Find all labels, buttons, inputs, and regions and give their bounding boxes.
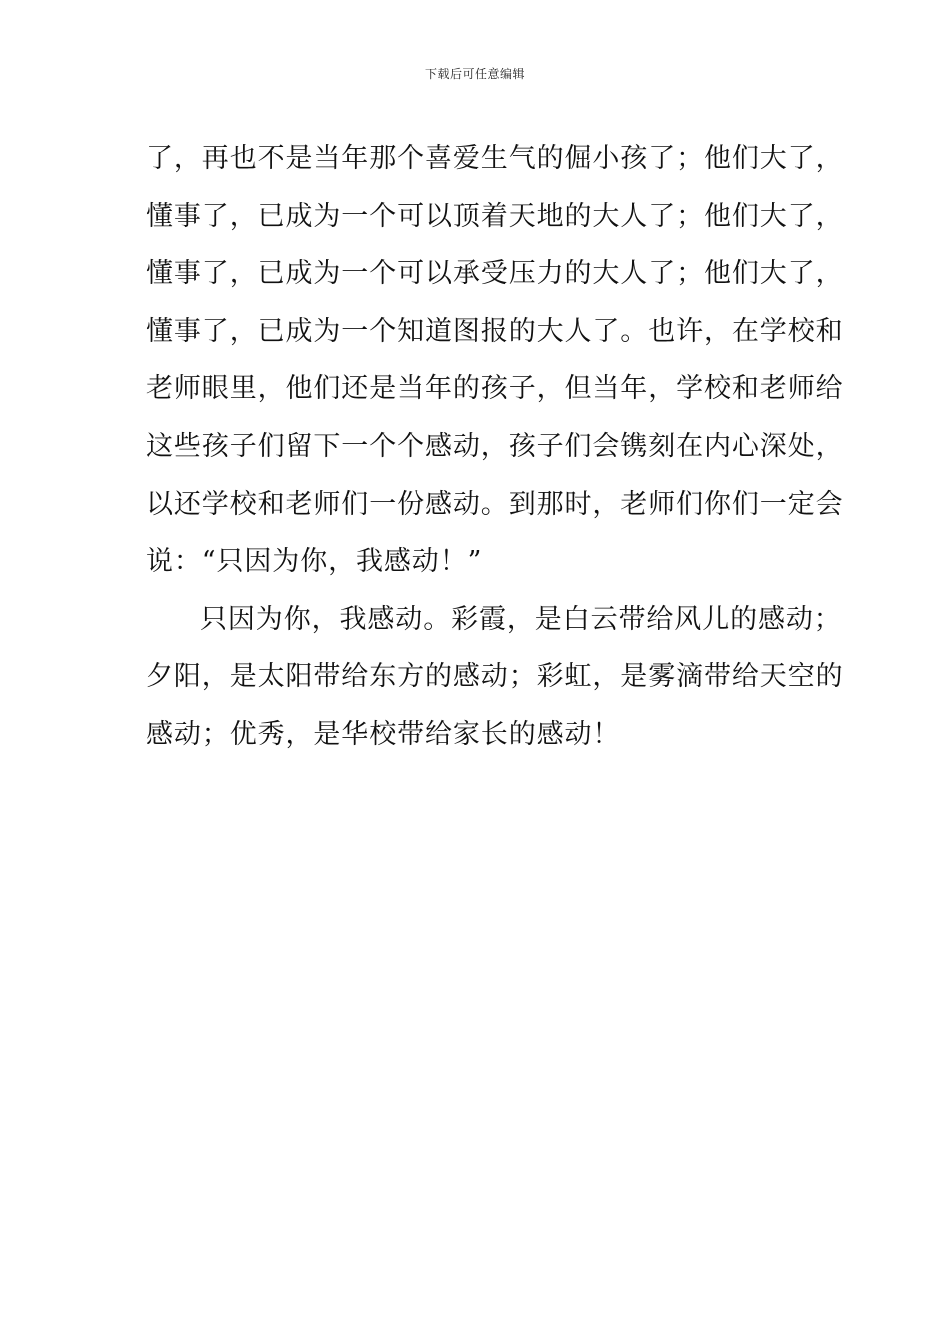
text-line: 了，再也不是当年那个喜爱生气的倔小孩了；他们大了， xyxy=(146,143,844,174)
text-line: 感动；优秀，是华校带给家长的感动！ xyxy=(146,718,621,750)
text-line: 懂事了，已成为一个知道图报的大人了。也许，在学校和 xyxy=(146,315,844,347)
text-line: 以还学校和老师们一份感动。到那时，老师们你们一定会 xyxy=(146,488,844,520)
body-text xyxy=(146,130,844,764)
text-line: 夕阳，是太阳带给东方的感动；彩虹，是雾滴带给天空的 xyxy=(146,661,844,693)
text-line: 这些孩子们留下一个个感动，孩子们会镌刻在内心深处， xyxy=(146,430,844,462)
text-line: 懂事了，已成为一个可以顶着天地的大人了；他们大了， xyxy=(146,200,844,232)
text-line: 懂事了，已成为一个可以承受压力的大人了；他们大了， xyxy=(146,258,844,290)
text-line: 说：“只因为你，我感动！” xyxy=(146,546,483,578)
page-header-note: 下载后可任意编辑 xyxy=(424,67,525,81)
paragraph-first-line: 只因为你，我感动。彩霞，是白云带给风儿的感动； xyxy=(200,603,842,635)
text-line: 老师眼里，他们还是当年的孩子，但当年，学校和老师给 xyxy=(146,373,844,405)
